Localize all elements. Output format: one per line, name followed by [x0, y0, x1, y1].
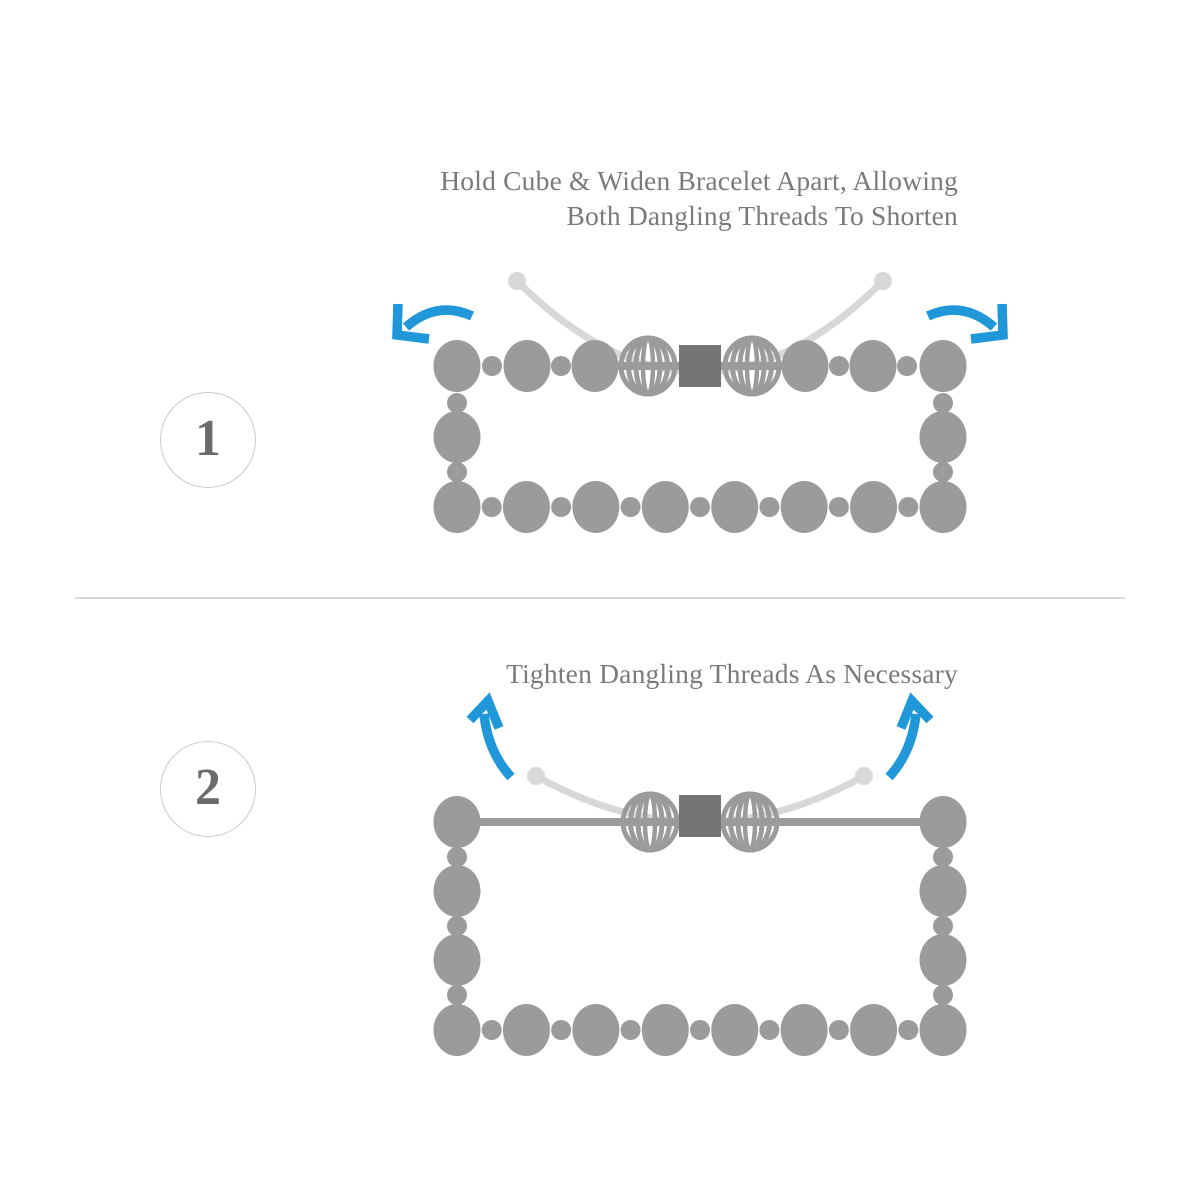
large-bead [920, 1004, 967, 1056]
large-bead [850, 481, 897, 533]
small-bead [447, 985, 467, 1005]
step-1-caption [440, 163, 958, 233]
step-2-caption-line-1: Tighten Dangling Threads As Necessary [506, 658, 958, 689]
large-bead [503, 481, 550, 533]
large-bead [434, 1004, 481, 1056]
thread-end [508, 272, 526, 290]
large-bead [711, 1004, 758, 1056]
small-bead [897, 356, 917, 376]
cube-bead [679, 795, 721, 837]
small-bead [551, 497, 571, 517]
arrow-tighten-right [889, 701, 930, 777]
small-bead [690, 497, 710, 517]
small-bead [447, 393, 467, 413]
large-bead [434, 411, 481, 463]
small-bead [898, 497, 918, 517]
large-bead [920, 411, 967, 463]
thread-end [855, 767, 873, 785]
step-1-badge [160, 392, 256, 488]
small-bead [482, 356, 502, 376]
step-2-badge [160, 741, 256, 837]
small-bead [551, 1020, 571, 1040]
small-bead [829, 356, 849, 376]
small-bead [933, 916, 953, 936]
thread-end [527, 767, 545, 785]
large-bead [920, 865, 967, 917]
arrow-shaft [406, 310, 472, 327]
large-bead [781, 1004, 828, 1056]
large-bead [434, 481, 481, 533]
step-1-bracelet-diagram [370, 250, 1035, 545]
small-bead [933, 462, 953, 482]
small-bead [447, 462, 467, 482]
thread-end [874, 272, 892, 290]
section-divider [75, 597, 1125, 599]
large-bead [920, 481, 967, 533]
small-bead [621, 497, 641, 517]
large-bead [920, 934, 967, 986]
large-bead [434, 934, 481, 986]
small-bead [933, 985, 953, 1005]
large-bead [850, 340, 897, 392]
large-bead [572, 340, 619, 392]
step-1-number: 1 [195, 410, 221, 467]
small-bead [759, 1020, 779, 1040]
step-2-number: 2 [195, 759, 221, 816]
large-bead [434, 796, 481, 848]
large-bead [711, 481, 758, 533]
small-bead [898, 1020, 918, 1040]
large-bead [572, 481, 619, 533]
large-bead [572, 1004, 619, 1056]
arrow-tighten-left [470, 701, 511, 777]
small-bead [759, 497, 779, 517]
small-bead [447, 916, 467, 936]
arrow-widen-left [397, 304, 472, 339]
small-bead [933, 847, 953, 867]
small-bead [690, 1020, 710, 1040]
large-bead [434, 865, 481, 917]
arrow-widen-right [928, 304, 1003, 339]
small-bead [482, 497, 502, 517]
step-1-caption-line-1: Hold Cube & Widen Bracelet Apart, Allowing [440, 165, 958, 196]
large-bead [850, 1004, 897, 1056]
large-bead [504, 340, 551, 392]
large-bead [920, 796, 967, 848]
small-bead [482, 1020, 502, 1040]
small-bead [621, 1020, 641, 1040]
large-bead [434, 340, 481, 392]
cube-bead [679, 345, 721, 387]
step-1-caption-line-2: Both Dangling Threads To Shorten [566, 200, 958, 231]
step-2-caption [506, 656, 958, 691]
arrow-shaft [928, 310, 994, 327]
small-bead [447, 847, 467, 867]
large-bead [920, 340, 967, 392]
large-bead [782, 340, 829, 392]
large-bead [642, 481, 689, 533]
small-bead [829, 497, 849, 517]
small-bead [551, 356, 571, 376]
small-bead [933, 393, 953, 413]
step-2-bracelet-diagram [370, 690, 1035, 1065]
large-bead [503, 1004, 550, 1056]
large-bead [642, 1004, 689, 1056]
small-bead [829, 1020, 849, 1040]
large-bead [781, 481, 828, 533]
